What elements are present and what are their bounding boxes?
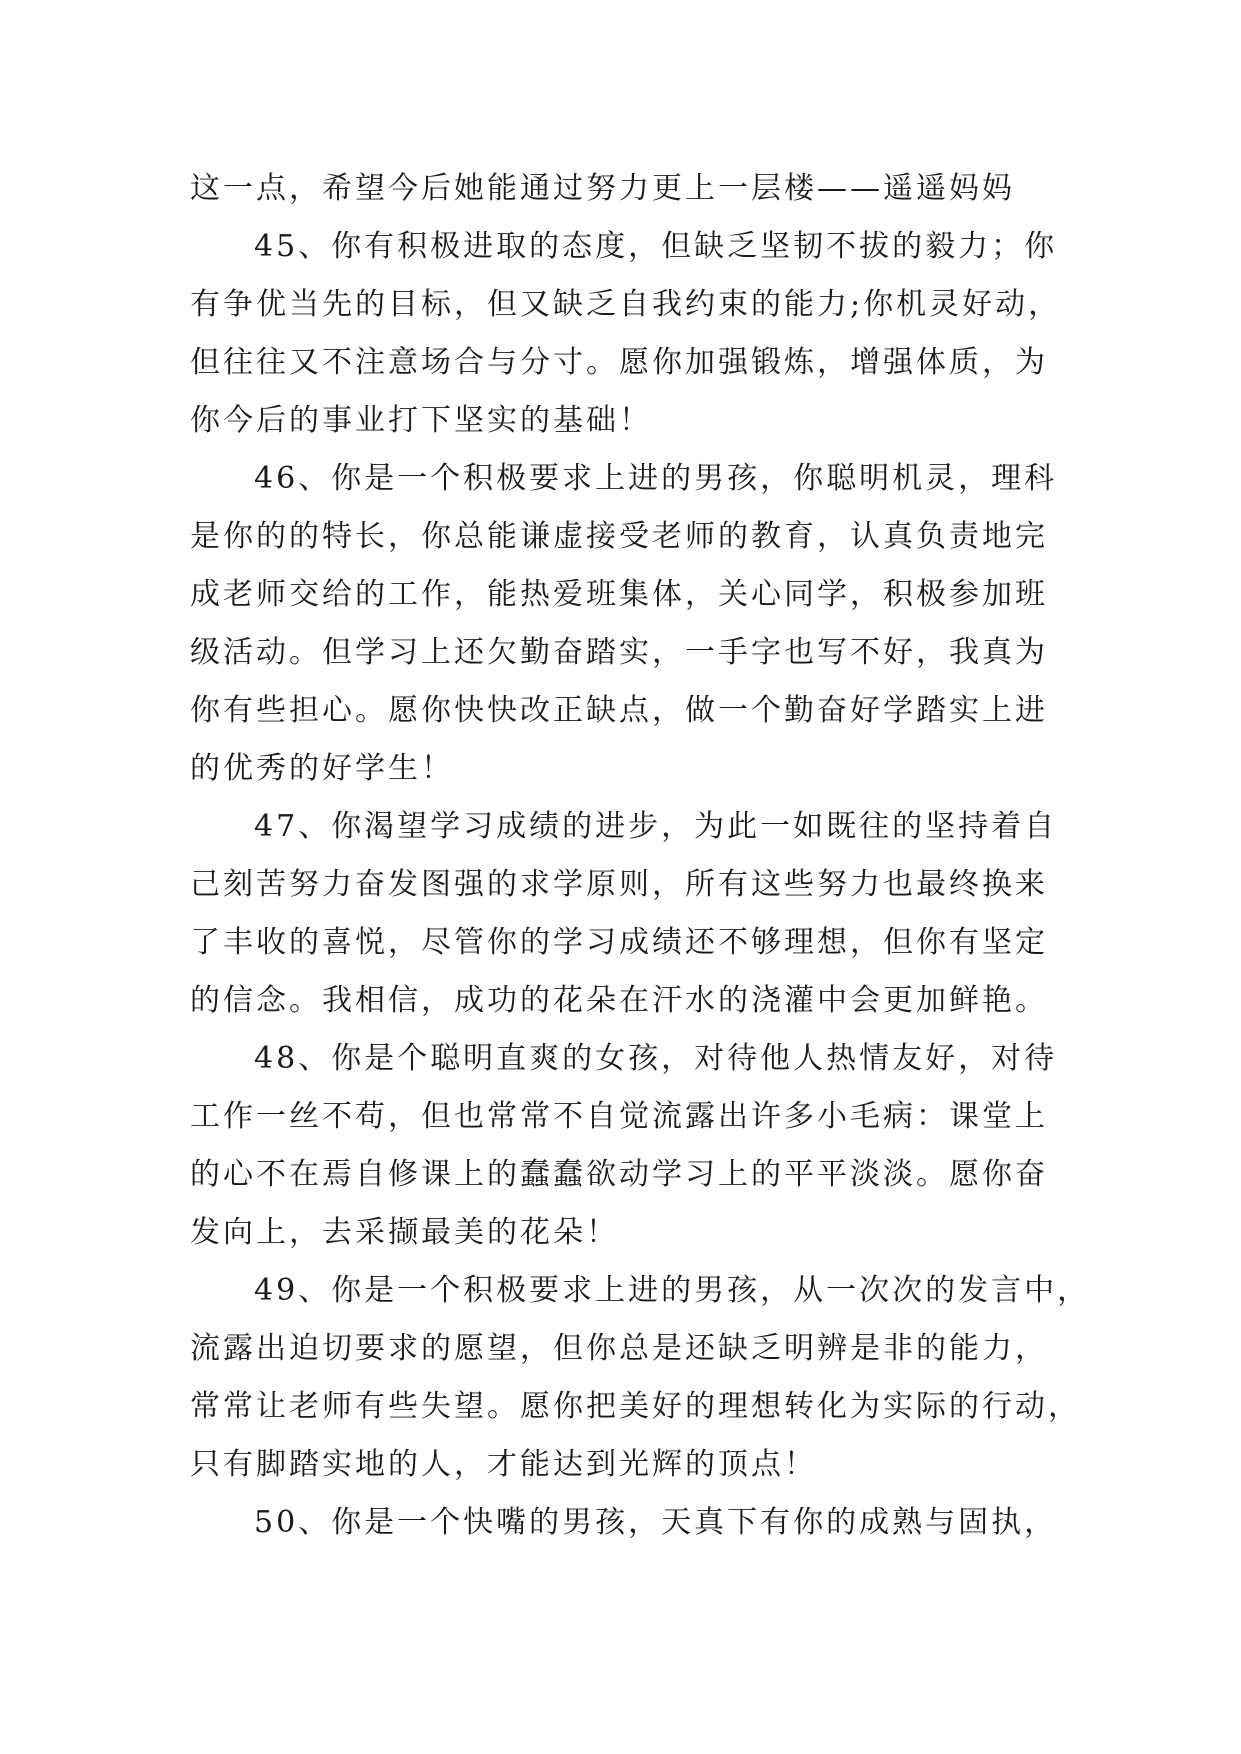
- text-line: 的心不在焉自修课上的蠢蠢欲动学习上的平平淡淡。愿你奋: [190, 1157, 1048, 1192]
- text-line: 的信念。我相信，成功的花朵在汗水的浇灌中会更加鲜艳。: [190, 983, 1048, 1018]
- paragraph-48: [190, 1030, 1060, 1262]
- text-line: 你今后的事业打下坚实的基础！: [190, 403, 652, 438]
- text-line: 但往往又不注意场合与分寸。愿你加强锻炼，增强体质，为: [190, 345, 1048, 380]
- paragraph-47: [190, 798, 1060, 1030]
- text-line: 是你的的特长，你总能谦虚接受老师的教育，认真负责地完: [190, 519, 1048, 554]
- text-line: 的优秀的好学生！: [190, 751, 454, 786]
- text-line: 46、你是一个积极要求上进的男孩，你聪明机灵，理科: [254, 461, 1058, 496]
- text-line: 常常让老师有些失望。愿你把美好的理想转化为实际的行动，: [190, 1389, 1081, 1424]
- paragraph-49: [190, 1262, 1091, 1494]
- text-line: 你有些担心。愿你快快改正缺点，做一个勤奋好学踏实上进: [190, 693, 1048, 728]
- text-line: 48、你是个聪明直爽的女孩，对待他人热情友好，对待: [254, 1041, 1058, 1076]
- text-line: 这一点，希望今后她能通过努力更上一层楼——遥遥妈妈: [190, 171, 1015, 206]
- text-line: 45、你有积极进取的态度，但缺乏坚韧不拔的毅力；你: [254, 229, 1058, 264]
- paragraph-45: [190, 218, 1060, 450]
- paragraph-continuation: [190, 160, 1060, 218]
- text-line: 50、你是一个快嘴的男孩，天真下有你的成熟与固执，: [254, 1505, 1058, 1540]
- text-line: 了丰收的喜悦，尽管你的学习成绩还不够理想，但你有坚定: [190, 925, 1048, 960]
- paragraph-50: [190, 1494, 1060, 1552]
- text-line: 工作一丝不苟，但也常常不自觉流露出许多小毛病：课堂上: [190, 1099, 1048, 1134]
- text-line: 流露出迫切要求的愿望，但你总是还缺乏明辨是非的能力，: [190, 1331, 1048, 1366]
- text-line: 有争优当先的目标，但又缺乏自我约束的能力;你机灵好动，: [190, 287, 1062, 322]
- text-line: 成老师交给的工作，能热爱班集体，关心同学，积极参加班: [190, 577, 1048, 612]
- text-line: 49、你是一个积极要求上进的男孩，从一次次的发言中，: [254, 1273, 1091, 1308]
- document-body: [190, 160, 1091, 1552]
- text-line: 发向上，去采撷最美的花朵！: [190, 1215, 619, 1250]
- text-line: 47、你渴望学习成绩的进步，为此一如既往的坚持着自: [254, 809, 1058, 844]
- text-line: 级活动。但学习上还欠勤奋踏实，一手字也写不好，我真为: [190, 635, 1048, 670]
- text-line: 只有脚踏实地的人，才能达到光辉的顶点！: [190, 1447, 817, 1482]
- paragraph-46: [190, 450, 1060, 798]
- text-line: 己刻苦努力奋发图强的求学原则，所有这些努力也最终换来: [190, 867, 1048, 902]
